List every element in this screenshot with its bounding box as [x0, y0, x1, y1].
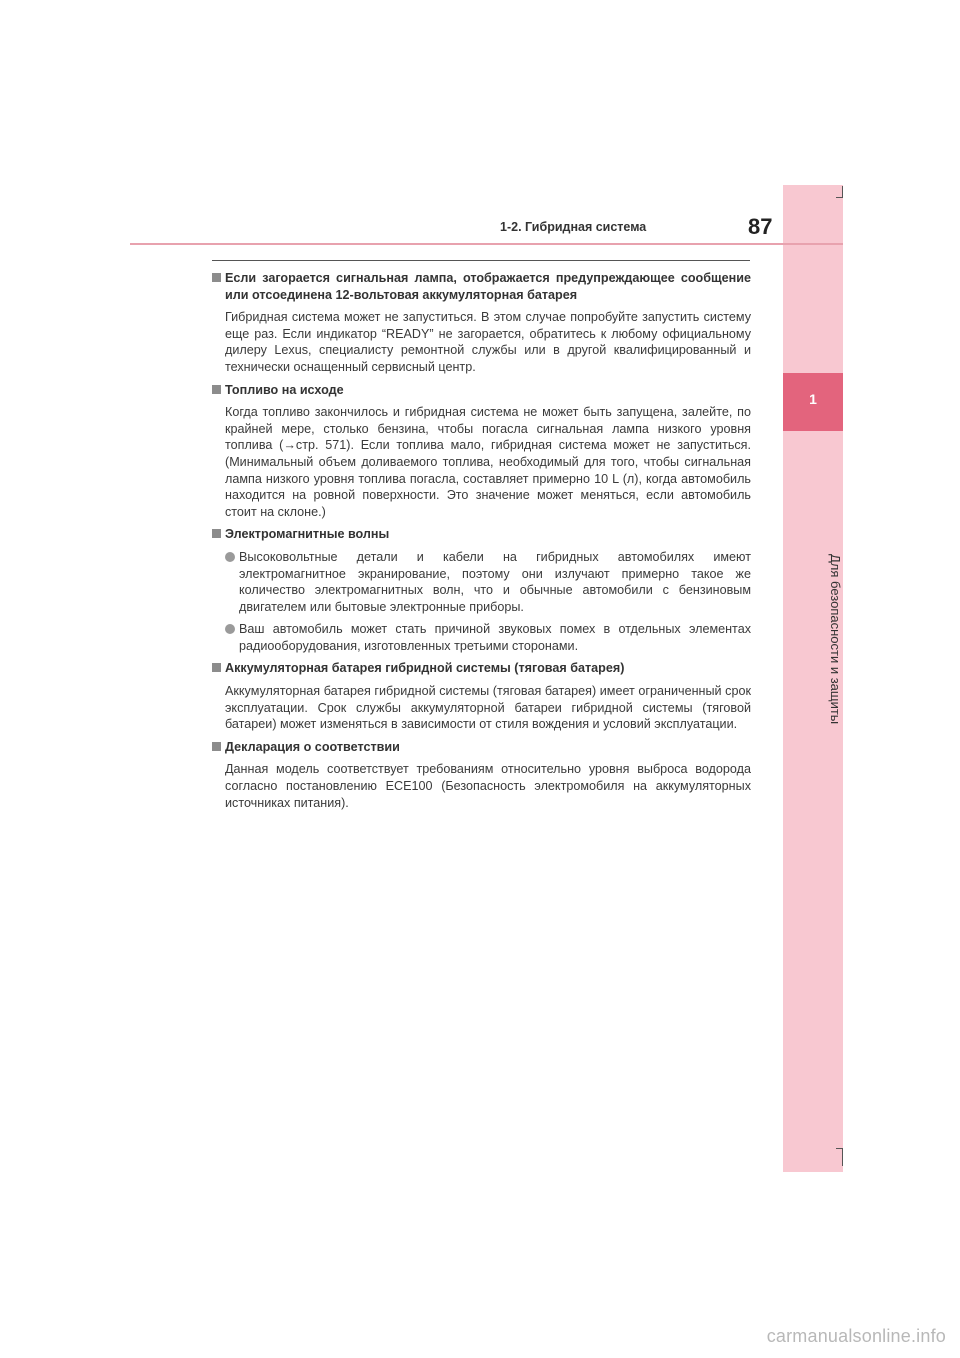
list-item — [225, 621, 751, 654]
side-tab — [783, 185, 843, 1172]
section-heading — [211, 526, 751, 543]
square-bullet-icon — [212, 663, 221, 672]
section-electromagnetic-waves — [211, 526, 751, 654]
section-heading — [211, 660, 751, 677]
section-heading — [211, 270, 751, 303]
round-bullet-icon — [225, 624, 235, 634]
section-paragraph: Когда топливо закончилось и гибридная система не может быть запущена, залейте, по крайней мере, столько бензина, чтобы погасла сигнальная лампа низкого уровня топлива (→стр. 571). Если топлива мало, гибридная система может не запуститься. (Минимальный объем доливаемого топлива, необходимый для того, чтобы сигнальная лампа низкого уровня топлива погасла, составляет примерно 10 L (л), когда автомобиль находится на ровной поверхности. Это значение может меняться, если автомобиль стоит на склоне.) — [225, 405, 751, 519]
chapter-number-badge: 1 — [783, 373, 843, 431]
footer-watermark: carmanualsonline.info — [766, 1326, 946, 1346]
page-number: 87 — [748, 214, 773, 239]
square-bullet-icon — [212, 529, 221, 538]
section-paragraph: Аккумуляторная батарея гибридной системы (тяговая батарея) имеет ограниченный срок эксплуатации. Срок службы аккумуляторной батареи гибридной системы (тяговой батареи) может изменяться в зависимости от стиля вождения и условий эксплуатации. — [225, 684, 751, 732]
section-heading-text: Электромагнитные волны — [225, 527, 390, 542]
section-low-fuel — [211, 382, 751, 521]
chapter-title-vertical: Для безопасности и защиты — [828, 553, 843, 725]
section-declaration — [211, 739, 751, 811]
section-title: 1-2. Гибридная система — [500, 220, 647, 234]
square-bullet-icon — [212, 385, 221, 394]
list-item-text: Ваш автомобиль может стать причиной звуковых помех в отдельных элементах радиооборудования, изготовленных третьими сторонами. — [239, 622, 751, 653]
content-top-rule — [212, 260, 750, 261]
round-bullet-icon — [225, 552, 235, 562]
section-paragraph: Гибридная система может не запуститься. В этом случае попробуйте запустить систему еще раз. Если индикатор “READY” не загорается, обратитесь к любому официальному дилеру Lexus, специалисту ремонтной службы или в другой квалифицированный и технически оснащенный сервисный центр. — [225, 310, 751, 374]
crop-mark-top-horizontal — [836, 197, 843, 198]
section-heading-text: Топливо на исходе — [225, 382, 344, 397]
section-heading — [211, 382, 751, 399]
section-heading-text: Декларация о соответствии — [225, 739, 400, 754]
section-heading-text: Если загорается сигнальная лампа, отображается предупреждающее сообщение или отсоединена 12-вольтовая аккумуляторная батарея — [225, 271, 751, 302]
section-warning-light — [211, 270, 751, 376]
crop-mark-bottom-horizontal — [836, 1148, 843, 1149]
list-item-text: Высоковольтные детали и кабели на гибридных автомобилях имеют электромагнитное экранирование, поэтому они излучают примерно такое же количество электромагнитных волн, что и обычные автомобили с бензиновым двигателем или бытовые электронные приборы. — [239, 549, 751, 614]
square-bullet-icon — [212, 273, 221, 282]
page-content — [211, 270, 751, 817]
section-traction-battery — [211, 660, 751, 732]
header-divider — [130, 243, 843, 245]
square-bullet-icon — [212, 742, 221, 751]
section-paragraph: Данная модель соответствует требованиям относительно уровня выброса водорода согласно постановлению ECE100 (Безопасность электромобиля на аккумуляторных источниках питания). — [225, 762, 751, 810]
crop-mark-bottom — [842, 1148, 843, 1166]
list-item — [225, 549, 751, 615]
section-heading — [211, 739, 751, 756]
section-heading-text: Аккумуляторная батарея гибридной системы (тяговая батарея) — [225, 661, 625, 676]
